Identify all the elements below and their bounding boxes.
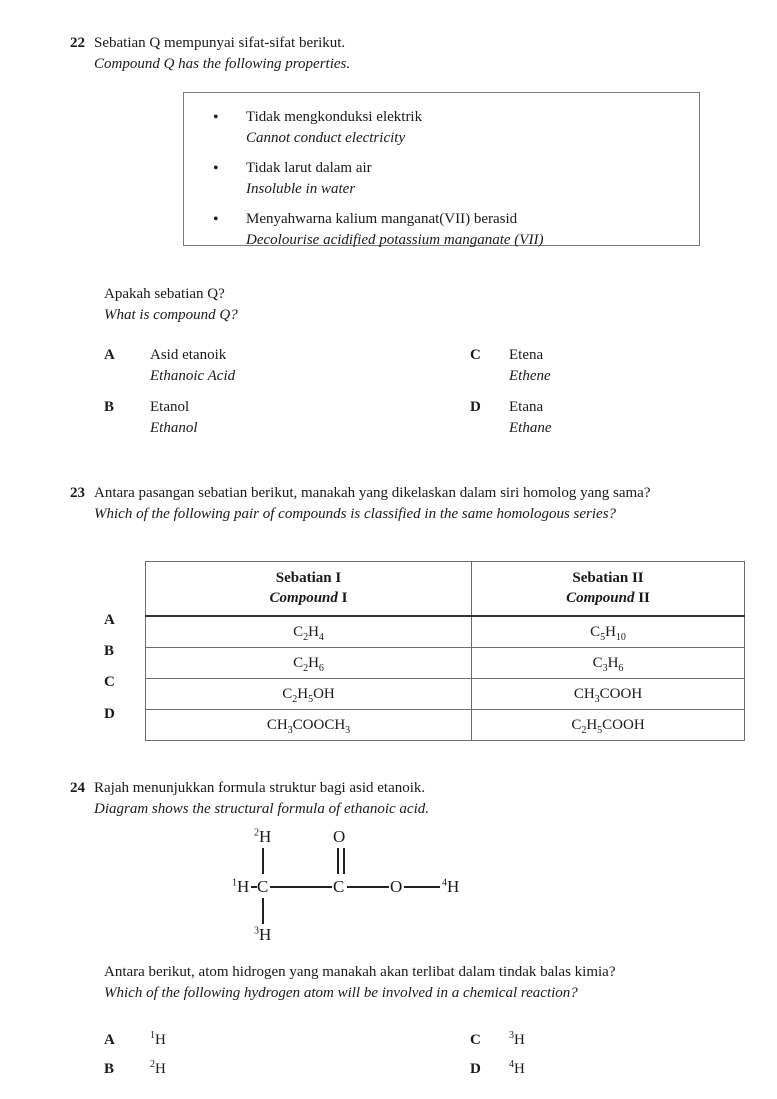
option-b[interactable] <box>104 1059 166 1080</box>
option-a-value: $^1$H <box>150 1030 166 1048</box>
question-24-stem <box>60 778 750 820</box>
option-b[interactable] <box>104 397 198 439</box>
question-22-stem-english: Compound Q has the following properties. <box>94 56 351 72</box>
question-22-prompt <box>104 284 724 326</box>
question-24-prompt <box>104 962 764 1004</box>
option-b-letter: B <box>104 1061 115 1077</box>
bond-c1-h3 <box>262 898 264 924</box>
table-header-compound-1 <box>146 562 472 617</box>
option-a[interactable] <box>104 1030 166 1051</box>
cell-c-compound-2 <box>472 679 745 710</box>
table-row[interactable] <box>146 648 745 679</box>
compounds-table <box>145 561 745 741</box>
property-malay: Tidak larut dalam air <box>246 160 372 176</box>
question-24-stem-malay: Rajah menunjukkan formula struktur bagi asid etanoik. <box>94 780 426 796</box>
bond-h1-c1 <box>251 886 257 888</box>
formula: $CH_3COOCH_3$ <box>266 717 351 736</box>
table-row-label-d: D <box>104 706 115 722</box>
cell-a-compound-2 <box>472 616 745 648</box>
table-header-compound-2 <box>472 562 745 617</box>
question-23-number: 23 <box>70 485 85 501</box>
properties-list <box>184 93 699 251</box>
option-d-letter: D <box>470 1061 481 1077</box>
formula: $C_2H_5OH$ <box>282 686 335 705</box>
question-22-number: 22 <box>70 35 85 51</box>
question-22-stem-malay: Sebatian Q mempunyai sifat-sifat berikut. <box>94 35 346 51</box>
question-24-prompt-english: Which of the following hydrogen atom will be involved in a chemical reaction? <box>104 985 578 1001</box>
bullet-icon: • <box>213 211 219 228</box>
cell-d-compound-2 <box>472 710 745 741</box>
option-d-value: $^4$H <box>509 1059 525 1077</box>
property-english: Decolourise acidified potassium manganate (VII) <box>246 232 544 248</box>
question-23-stem <box>60 483 750 525</box>
bullet-icon: • <box>213 160 219 177</box>
bullet-icon: • <box>213 109 219 126</box>
table-row[interactable] <box>146 616 745 648</box>
question-22-stem <box>60 33 750 75</box>
option-c[interactable] <box>470 345 551 387</box>
option-b-value: $^2$H <box>150 1059 166 1077</box>
option-a-letter: A <box>104 1032 115 1048</box>
option-d-malay: Etana <box>509 399 544 415</box>
bond-o-c2-line-1 <box>337 848 339 874</box>
option-b-letter: B <box>104 399 115 415</box>
cell-d-compound-1 <box>146 710 472 741</box>
option-c-value: $^3$H <box>509 1030 525 1048</box>
list-item <box>184 107 699 149</box>
list-item <box>184 209 699 251</box>
option-d-english: Ethane <box>509 420 552 436</box>
option-b-malay: Etanol <box>150 399 190 415</box>
option-a-english: Ethanoic Acid <box>150 368 236 384</box>
option-a[interactable] <box>104 345 235 387</box>
option-d[interactable] <box>470 1059 525 1080</box>
option-c-english: Ethene <box>509 368 551 384</box>
bond-h2-c1 <box>262 848 264 874</box>
cell-a-compound-1 <box>146 616 472 648</box>
hydrogen-4-label: $^4$H <box>442 877 460 896</box>
header-malay: Sebatian I <box>275 570 342 586</box>
cell-b-compound-1 <box>146 648 472 679</box>
table-row[interactable] <box>146 679 745 710</box>
compounds-table-wrapper <box>145 561 745 741</box>
cell-b-compound-2 <box>472 648 745 679</box>
bond-o-h4 <box>404 886 440 888</box>
table-header-row <box>146 562 745 617</box>
question-23-stem-malay: Antara pasangan sebatian berikut, manakah yang dikelaskan dalam siri homolog yang sama? <box>94 485 651 501</box>
bond-c1-c2 <box>270 886 332 888</box>
question-23-stem-english: Which of the following pair of compounds is classified in the same homologous series? <box>94 506 617 522</box>
formula: $C_2H_4$ <box>293 624 324 643</box>
carbon-2-label: C <box>333 877 345 896</box>
structural-formula-diagram <box>232 826 492 944</box>
bond-c2-o <box>347 886 389 888</box>
formula: $C_3H_6$ <box>592 655 624 674</box>
list-item <box>184 158 699 200</box>
question-24-number: 24 <box>70 780 85 796</box>
property-english: Insoluble in water <box>246 181 356 197</box>
option-c-letter: C <box>470 347 481 363</box>
option-b-english: Ethanol <box>150 420 198 436</box>
header-english: Compound I <box>269 590 348 606</box>
property-malay: Menyahwarna kalium manganat(VII) berasid <box>246 211 518 227</box>
table-row-label-b: B <box>104 643 115 659</box>
oxygen-double-bond-label: O <box>333 827 346 846</box>
option-a-letter: A <box>104 347 115 363</box>
hydrogen-3-label: $^3$H <box>254 925 272 944</box>
carbon-1-label: C <box>257 877 269 896</box>
property-malay: Tidak mengkonduksi elektrik <box>246 109 423 125</box>
question-22-prompt-malay: Apakah sebatian Q? <box>104 286 225 302</box>
cell-c-compound-1 <box>146 679 472 710</box>
table-row-label-c: C <box>104 674 115 690</box>
bond-o-c2-line-2 <box>343 848 345 874</box>
table-row[interactable] <box>146 710 745 741</box>
option-c-malay: Etena <box>509 347 544 363</box>
oxygen-single-bond-label: O <box>390 877 403 896</box>
question-24-stem-english: Diagram shows the structural formula of ethanoic acid. <box>94 801 429 817</box>
header-english: Compound II <box>566 590 650 606</box>
property-english: Cannot conduct electricity <box>246 130 406 146</box>
question-22-prompt-english: What is compound Q? <box>104 307 238 323</box>
table-row-label-a: A <box>104 612 115 628</box>
formula: $C_2H_5COOH$ <box>571 717 645 736</box>
header-malay: Sebatian II <box>572 570 644 586</box>
hydrogen-1-label: $^1$H <box>232 877 250 896</box>
option-d[interactable] <box>470 397 552 439</box>
formula: $C_2H_6$ <box>293 655 324 674</box>
option-c[interactable] <box>470 1030 525 1051</box>
formula: $CH_3COOH$ <box>573 686 643 705</box>
option-a-malay: Asid etanoik <box>150 347 227 363</box>
properties-box <box>183 92 700 246</box>
option-c-letter: C <box>470 1032 481 1048</box>
question-24-prompt-malay: Antara berikut, atom hidrogen yang manakah akan terlibat dalam tindak balas kimia? <box>104 964 616 980</box>
option-d-letter: D <box>470 399 481 415</box>
hydrogen-2-label: $^2$H <box>254 827 272 846</box>
formula: $C_5H_{10}$ <box>590 624 626 643</box>
